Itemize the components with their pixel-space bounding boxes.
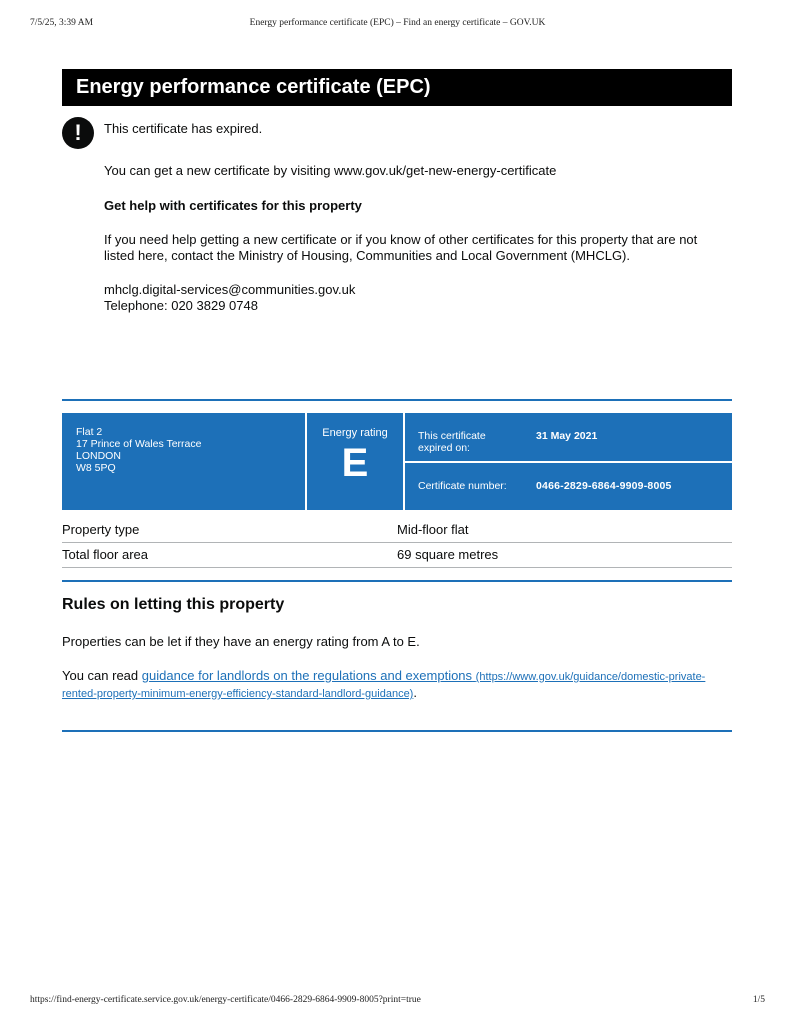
certificate-number: 0466-2829-6864-9909-8005: [536, 480, 672, 492]
title-bar: [62, 69, 732, 106]
help-heading: Get help with certificates for this property: [104, 198, 362, 213]
property-address: [76, 426, 201, 474]
guidance-link-url: (https://www.gov.uk/guidance/domestic-private-rented-property-minimum-energy-efficiency-standard-landlord-guidance): [62, 671, 706, 700]
property-summary-table: [62, 518, 732, 568]
section-divider: [62, 730, 732, 732]
new-certificate-text: You can get a new certificate by visiting www.gov.uk/get-new-energy-certificate: [104, 163, 557, 178]
section-divider: [62, 399, 732, 401]
address-line: W8 5PQ: [76, 462, 116, 474]
help-text: If you need help getting a new certificate or if you know of other certificates for this property that are not listed here, contact the Ministry of Housing, Communities and Local Government (MHCLG).: [104, 232, 698, 263]
expired-warning: [104, 121, 724, 314]
guidance-suffix: .: [413, 685, 417, 700]
address-line: LONDON: [76, 450, 121, 462]
address-line: 17 Prince of Wales Terrace: [76, 438, 202, 450]
exclamation-icon: !: [62, 117, 94, 149]
row-value: 69 square metres: [397, 547, 499, 562]
energy-rating-value: E: [341, 441, 369, 485]
energy-rating-label: Energy rating: [322, 427, 388, 439]
expired-on-date: 31 May 2021: [536, 430, 598, 442]
row-value: Mid-floor flat: [397, 522, 469, 537]
expired-text: This certificate has expired.: [104, 121, 263, 136]
page-number: 1/5: [752, 995, 765, 1005]
print-header: [30, 18, 765, 32]
guidance-link[interactable]: [62, 668, 705, 700]
print-page-title: Energy performance certificate (EPC) – Find an energy certificate – GOV.UK: [249, 18, 546, 28]
print-footer: [30, 995, 765, 1009]
contact-details: [104, 282, 724, 314]
table-row: [62, 543, 732, 568]
row-key: Total floor area: [62, 547, 148, 562]
rules-heading: Rules on letting this property: [62, 596, 285, 613]
page-title: Energy performance certificate (EPC): [76, 76, 431, 98]
guidance-paragraph: [62, 668, 722, 702]
table-row: [62, 518, 732, 543]
certificate-number-label: Certificate number:: [418, 480, 507, 492]
print-datetime: 7/5/25, 3:39 AM: [30, 18, 94, 28]
box-divider: [405, 461, 732, 463]
epc-summary-box: [62, 413, 732, 510]
address-line: Flat 2: [76, 426, 103, 438]
print-url: https://find-energy-certificate.service.gov.uk/energy-certificate/0466-2829-6864-9909-8005?print=true: [30, 995, 421, 1005]
expired-on-label: This certificate expired on:: [418, 430, 486, 454]
rules-paragraph: Properties can be let if they have an energy rating from A to E.: [62, 634, 420, 649]
row-key: Property type: [62, 522, 140, 537]
guidance-prefix: You can read: [62, 668, 142, 683]
contact-telephone: Telephone: 020 3829 0748: [104, 298, 258, 313]
contact-email: mhclg.digital-services@communities.gov.uk: [104, 282, 356, 297]
section-divider: [62, 580, 732, 582]
guidance-link-text: guidance for landlords on the regulations and exemptions: [141, 668, 473, 683]
